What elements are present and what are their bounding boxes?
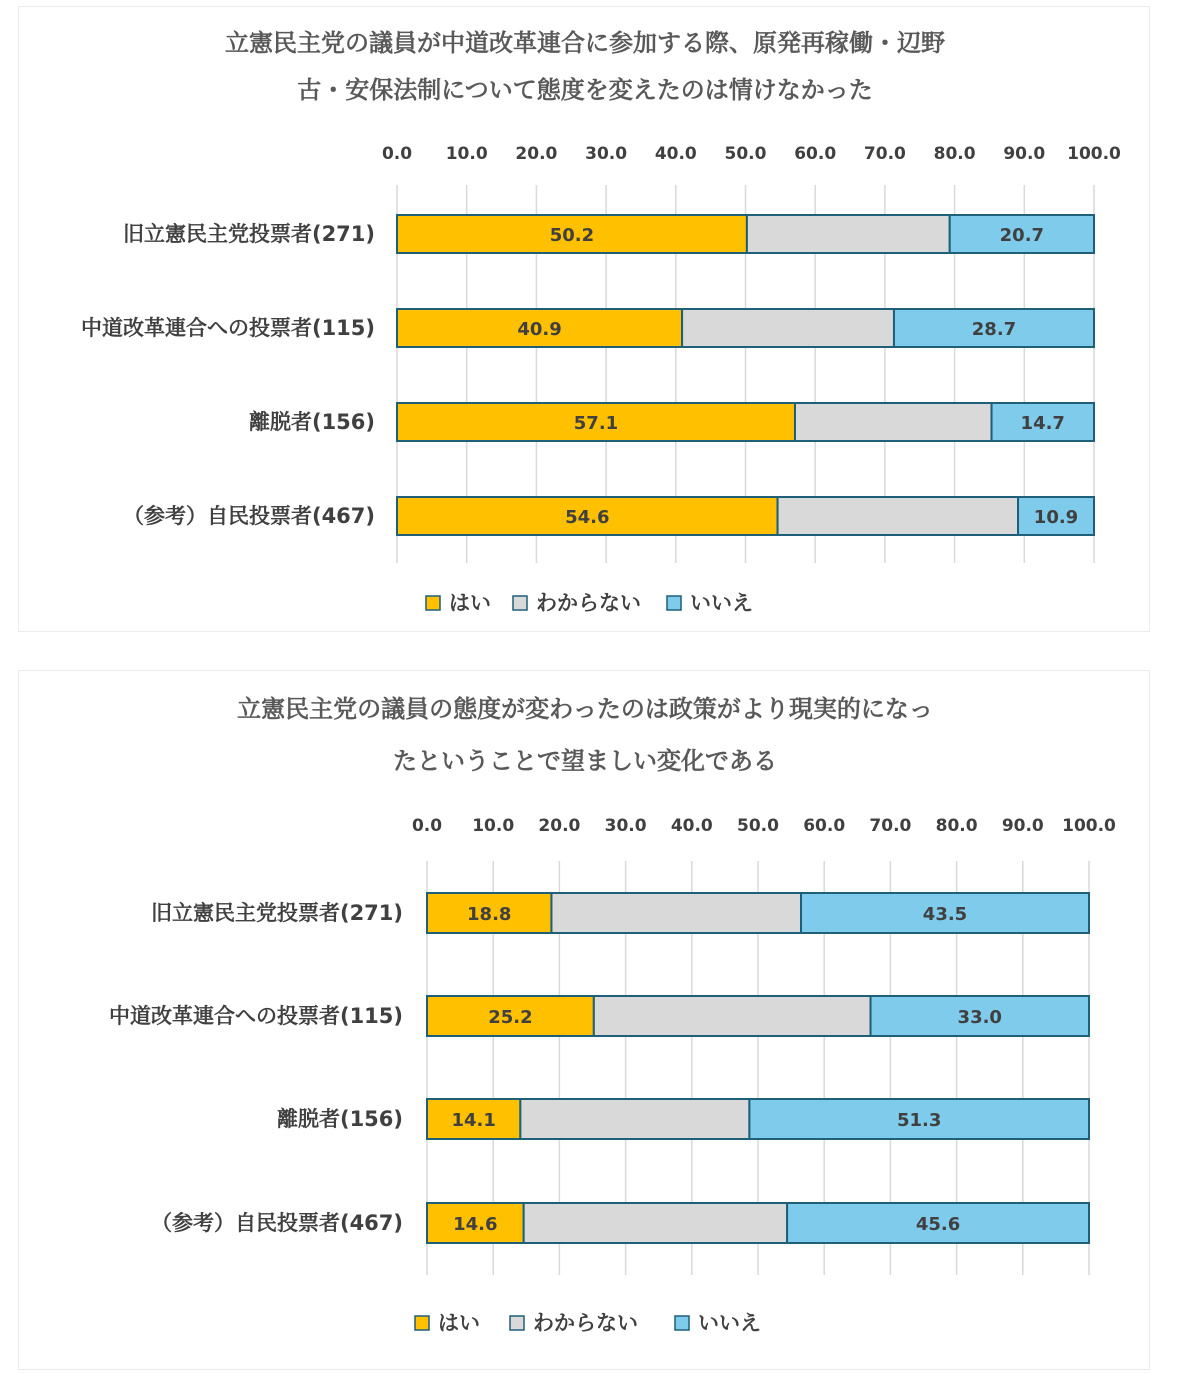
legend-swatch [675,1316,689,1330]
x-tick-label: 100.0 [1062,816,1116,836]
x-tick-label: 90.0 [1003,144,1046,164]
category-label: 中道改革連合への投票者(115) [108,1004,403,1028]
legend-label: いいえ [690,591,753,615]
legend-label: わからない [533,1311,638,1335]
data-label: 33.0 [957,1007,1002,1028]
bar-segment [524,1203,787,1243]
bar-segment [594,996,871,1036]
x-tick-label: 80.0 [935,816,978,836]
x-tick-label: 0.0 [411,816,443,836]
bar-segment [778,497,1018,535]
data-label: 20.7 [999,225,1045,246]
chart-title-line: たということで望ましい変化である [393,747,777,775]
x-tick-label: 50.0 [724,144,767,164]
category-label: 離脱者(156) [248,410,375,434]
data-label: 14.1 [451,1110,496,1131]
data-label: 14.6 [453,1214,498,1235]
x-tick-label: 50.0 [737,816,779,836]
category-label: 旧立憲民主党投票者(271) [150,901,403,925]
category-label: （参考）自民投票者(467) [122,504,375,528]
legend-swatch [513,596,527,610]
data-label: 40.9 [517,319,562,340]
legend-label: はい [438,1311,480,1335]
chart-title-line: 立憲民主党の議員の態度が変わったのは政策がより現実的になっ [237,695,933,723]
chart-panel-2 [18,670,1150,1370]
legend-swatch [426,596,440,610]
category-label: 中道改革連合への投票者(115) [80,316,375,340]
x-tick-label: 30.0 [604,816,647,836]
x-tick-label: 10.0 [472,816,515,836]
chart-2 [19,671,1151,1371]
x-tick-label: 20.0 [515,144,558,164]
bar-segment [682,309,894,347]
x-tick-label: 80.0 [933,144,976,164]
data-label: 10.9 [1033,507,1079,528]
category-label: （参考）自民投票者(467) [150,1211,403,1235]
chart-panel-1 [18,6,1150,632]
chart-1 [19,7,1151,633]
x-tick-label: 40.0 [670,816,713,836]
data-label: 54.6 [565,507,610,528]
data-label: 57.1 [573,413,619,434]
bar-segment [520,1099,749,1139]
chart-title-line: 立憲民主党の議員が中道改革連合に参加する際、原発再稼働・辺野 [225,29,945,57]
data-label: 14.7 [1020,413,1065,434]
x-tick-label: 0.0 [381,144,413,164]
data-label: 25.2 [488,1007,533,1028]
x-tick-label: 70.0 [869,816,912,836]
legend-label: わからない [536,591,641,615]
legend-label: はい [449,591,491,615]
category-label: 旧立憲民主党投票者(271) [122,222,375,246]
category-label: 離脱者(156) [276,1107,403,1131]
x-tick-label: 60.0 [794,144,837,164]
x-tick-label: 30.0 [585,144,628,164]
legend-label: いいえ [698,1311,761,1335]
legend-swatch [510,1316,524,1330]
data-label: 28.7 [971,319,1017,340]
x-tick-label: 90.0 [1001,816,1044,836]
legend-swatch [415,1316,429,1330]
data-label: 45.6 [915,1214,961,1235]
x-tick-label: 10.0 [445,144,488,164]
chart-title-line: 古・安保法制について態度を変えたのは情けなかった [297,76,873,104]
data-label: 51.3 [896,1110,942,1131]
legend-swatch [667,596,681,610]
x-tick-label: 100.0 [1067,144,1121,164]
x-tick-label: 20.0 [538,816,581,836]
x-tick-label: 40.0 [654,144,697,164]
bar-segment [747,215,950,253]
data-label: 18.8 [467,904,512,925]
data-label: 50.2 [549,225,595,246]
bar-segment [795,403,992,441]
x-tick-label: 70.0 [863,144,906,164]
x-tick-label: 60.0 [803,816,846,836]
data-label: 43.5 [922,904,968,925]
bar-segment [551,893,801,933]
